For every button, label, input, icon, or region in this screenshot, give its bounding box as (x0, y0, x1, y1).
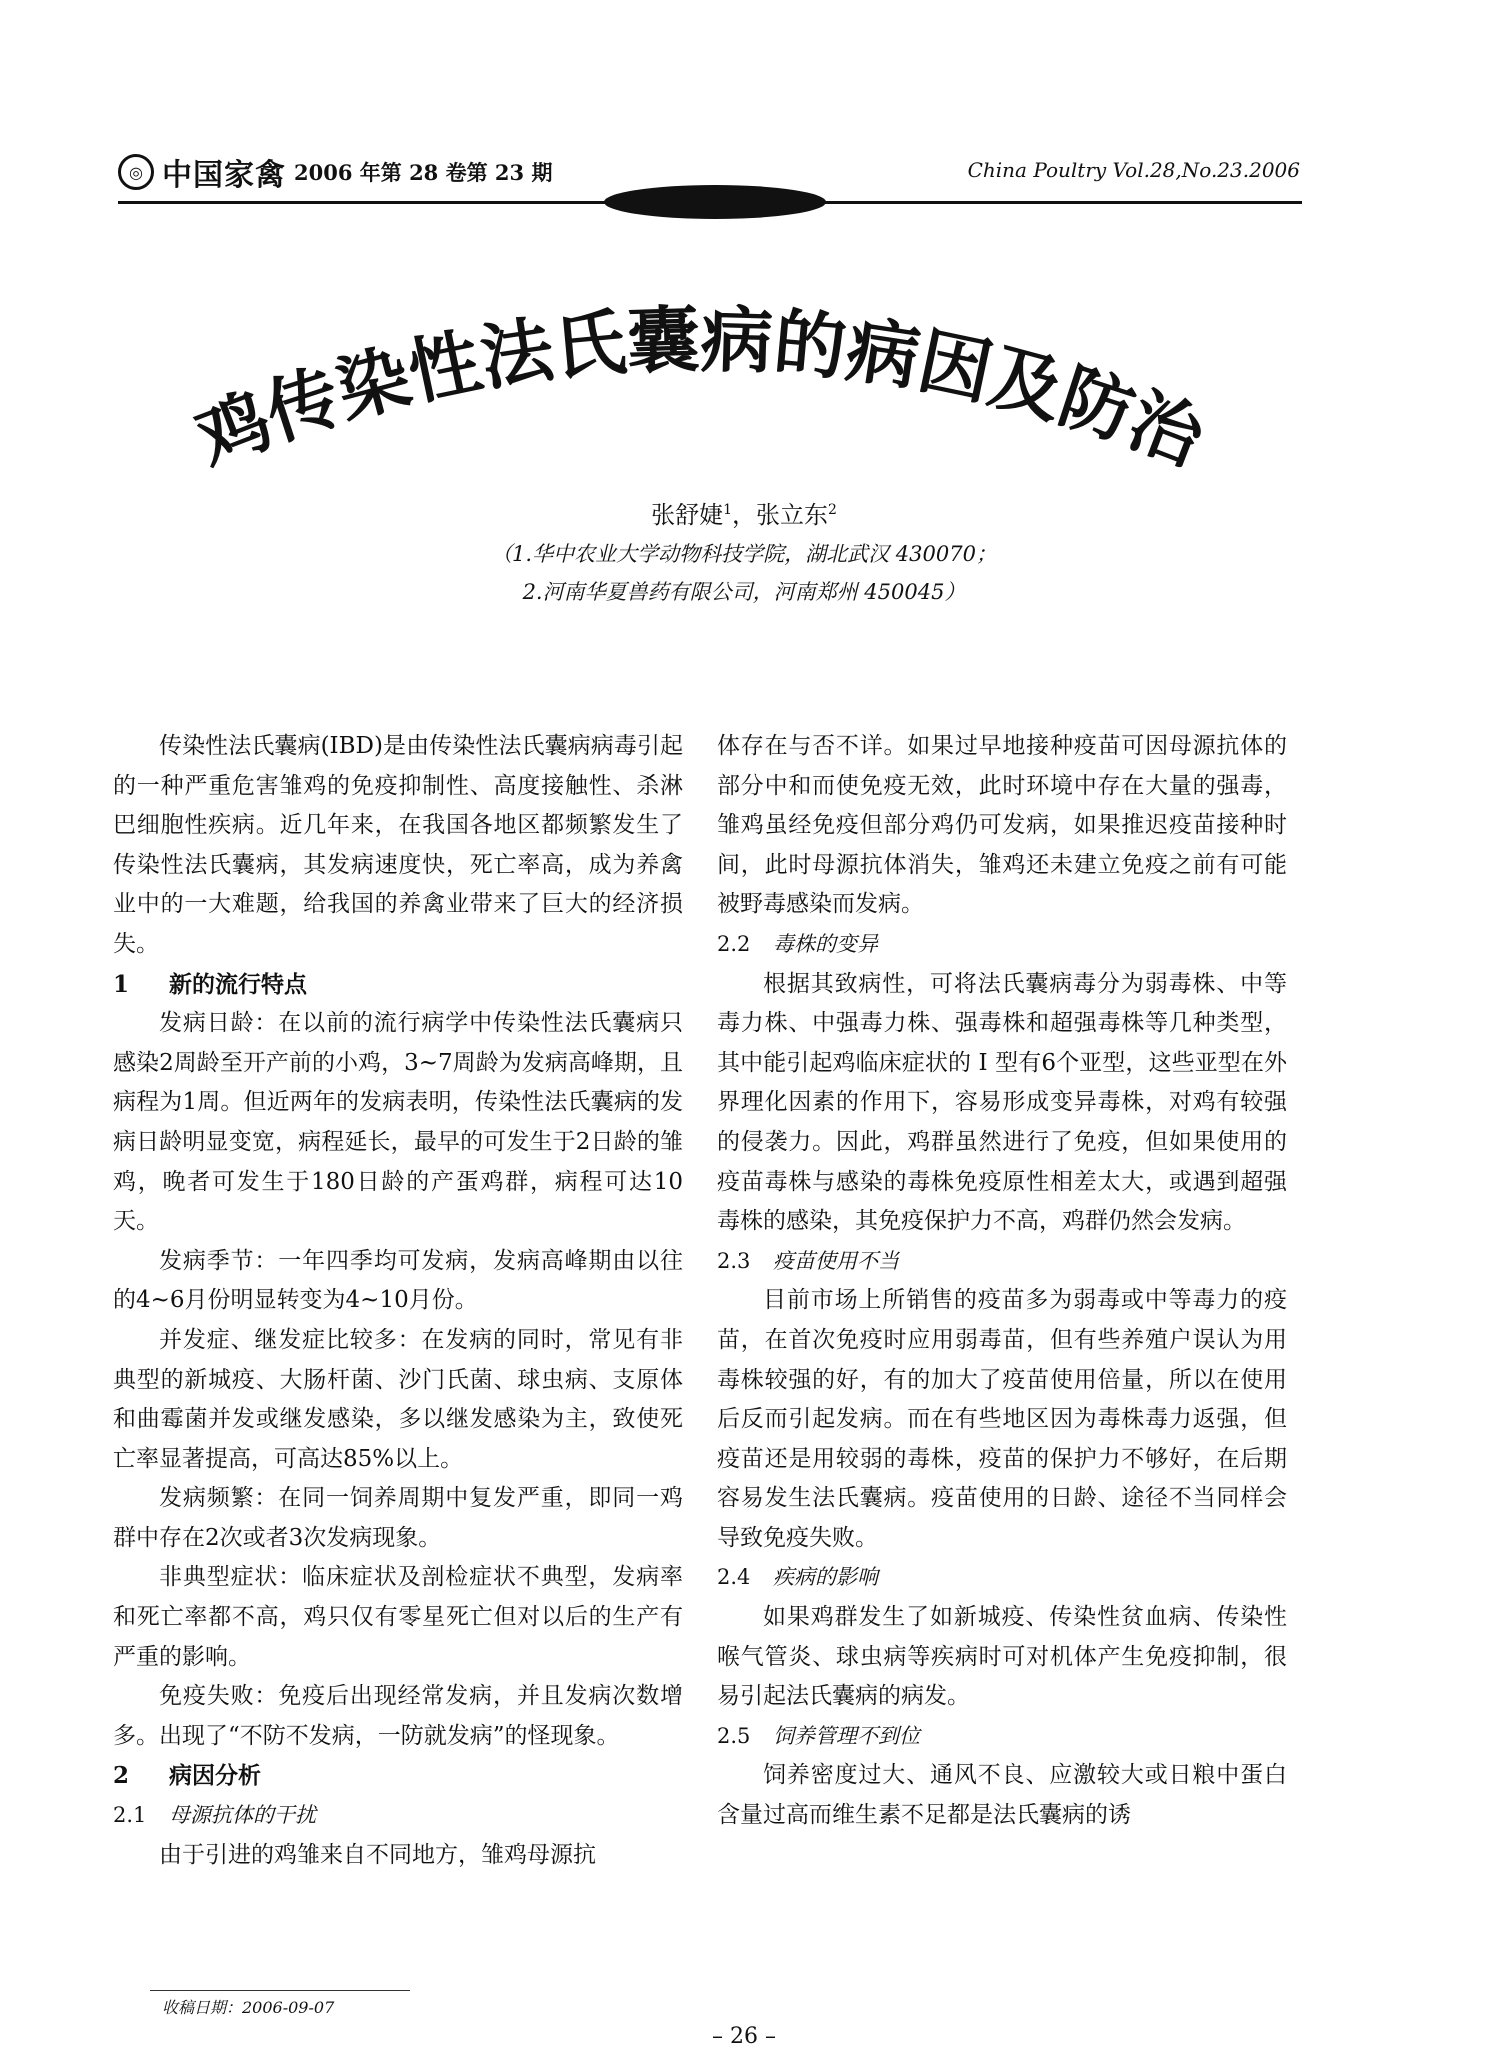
subsection-heading-2-1: 2.1 母源抗体的干扰 (113, 1803, 316, 1828)
subsection-heading-2-3: 2.3 疫苗使用不当 (717, 1248, 899, 1273)
paragraph-2-4: 如果鸡群发生了如新城疫、传染性贫血病、传染性喉气管炎、球虫病等疾病时可对机体产生免疫抑制，很易引起法氏囊病的病发。 (717, 1604, 1287, 1710)
paragraph-onset-age: 发病日龄：在以前的流行病学中传染性法氏囊病只感染2周龄至开产前的小鸡，3~7周龄为发病高峰期，且病程为1周。但近两年的发病表明，传染性法氏囊病的发病日龄明显变宽，病程延长，最早的可发生于2日龄的雏鸡，晚者可发生于180日龄的产蛋鸡群，病程可达10天。 (113, 1010, 683, 1235)
article-title (180, 300, 1220, 480)
section-heading-1: 1 新的流行特点 (113, 970, 307, 998)
affiliation-1: （1.华中农业大学动物科技学院，湖北武汉 430070； (491, 542, 997, 566)
intro-paragraph: 传染性法氏囊病(IBD)是由传染性法氏囊病病毒引起的一种严重危害雏鸡的免疫抑制性、高度接触性、杀淋巴细胞性疾病。近几年来，在我国各地区都频繁发生了传染性法氏囊病，其发病速度快，死亡率高，成为养禽业中的一大难题，给我国的养禽业带来了巨大的经济损失。 (113, 733, 683, 957)
paragraph-2-2: 根据其致病性，可将法氏囊病毒分为弱毒株、中等毒力株、中强毒力株、强毒株和超强毒株等几种类型，其中能引起鸡临床症状的 Ⅰ 型有6个亚型，这些亚型在外界理化因素的作用下，容易形成变异毒株，对鸡有较强的侵袭力。因此，鸡群虽然进行了免疫，但如果使用的疫苗毒株与感染的毒株免疫原性相差太大，或遇到超强毒株的感染，其免疫保护力不高，鸡群仍然会发病。 (717, 970, 1287, 1235)
subsection-heading-2-4: 2.4 疾病的影响 (717, 1565, 878, 1590)
journal-logo-icon: ◎ (118, 154, 154, 190)
journal-header (118, 150, 552, 194)
paragraph-immune-failure: 免疫失败：免疫后出现经常发病，并且发病次数增多。出现了“不防不发病，一防就发病”的怪现象。 (113, 1683, 683, 1749)
paragraph-2-1: 由于引进的鸡雏来自不同地方，雏鸡母源抗 (159, 1841, 596, 1868)
author-name: 张立东 (756, 501, 828, 529)
author-affil-mark: 2 (828, 502, 837, 518)
journal-name: 中国家禽 (162, 158, 286, 193)
received-date-footnote: 收稿日期：2006-09-07 (162, 1998, 335, 2017)
paragraph-complication: 并发症、继发症比较多：在发病的同时，常见有非典型的新城疫、大肠杆菌、沙门氏菌、球虫病、支原体和曲霉菌并发或继发感染，多以继发感染为主，致使死亡率显著提高，可高达85%以上。 (113, 1326, 683, 1472)
paragraph-season: 发病季节：一年四季均可发病，发病高峰期由以往的4~6月份明显转变为4~10月份。 (113, 1247, 683, 1314)
paragraph-2-3: 目前市场上所销售的疫苗多为弱毒或中等毒力的疫苗，在首次免疫时应用弱毒苗，但有些养殖户误认为用毒株较强的好，有的加大了疫苗使用倍量，所以在使用后反而引起发病。而在有些地区因为毒株毒力返强，但疫苗还是用较弱的毒株，疫苗的保护力不够好，在后期容易发生法氏囊病。疫苗使用的日龄、途径不当同样会导致免疫失败。 (717, 1287, 1287, 1551)
section-heading-2: 2 病因分析 (113, 1762, 261, 1790)
issue-info-cn: 2006 年第 28 卷第 23 期 (294, 160, 553, 185)
affiliation-2: 2.河南华夏兽药有限公司，河南郑州 450045） (522, 580, 966, 604)
paragraph-atypical: 非典型症状：临床症状及剖检症状不典型，发病率和死亡率都不高，鸡只仅有零星死亡但对以后的生产有严重的影响。 (113, 1564, 683, 1670)
right-column (717, 727, 1287, 1836)
paragraph-2-5: 饲养密度过大、通风不良、应激较大或日粮中蛋白含量过高而维生素不足都是法氏囊病的诱 (717, 1762, 1287, 1829)
left-column (113, 727, 683, 1875)
header-ornament (604, 185, 826, 219)
author-line (0, 495, 1488, 530)
title-text: 鸡传染性法氏囊病的病因及防治 (185, 300, 1215, 480)
page-number: – 26 – (712, 2024, 776, 2049)
subsection-heading-2-5: 2.5 饲养管理不到位 (717, 1723, 920, 1748)
issue-info-en: China Poultry Vol.28,No.23.2006 (967, 158, 1300, 182)
author-affil-mark: 1 (723, 502, 732, 518)
subsection-heading-2-2: 2.2 毒株的变异 (717, 931, 878, 956)
paragraph-frequency: 发病频繁：在同一饲养周期中复发严重，即同一鸡群中存在2次或者3次发病现象。 (113, 1485, 683, 1551)
paragraph-2-1-continued: 体存在与否不详。如果过早地接种疫苗可因母源抗体的部分中和而使免疫无效，此时环境中存在大量的强毒，雏鸡虽经免疫但部分鸡仍可发病，如果推迟疫苗接种时间，此时母源抗体消失，雏鸡还未建立免疫之前有可能被野毒感染而发病。 (717, 733, 1287, 918)
author-name: 张舒婕 (651, 501, 724, 529)
footnote-divider (150, 1990, 410, 1991)
author-separator: ， (732, 501, 756, 529)
